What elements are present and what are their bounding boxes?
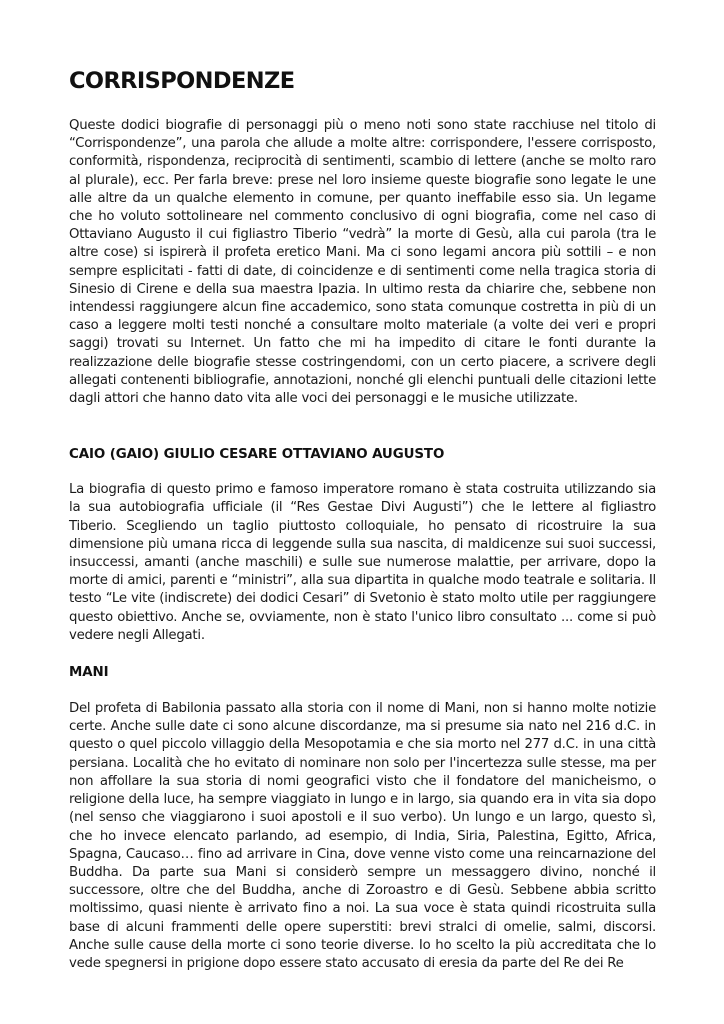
intro-paragraph: Queste dodici biografie di personaggi più o meno noti sono state racchiuse nel titolo di “Corrispondenze”, una parola che allude a molte altre: corrispondere, l'essere corrisposto, conformità, rispondenza, reciprocità di sentimenti, scambio di lettere (anche se molto raro al plurale), ecc. Per farla breve: prese nel loro insieme queste biografie sono legate le une alle altre da un qualche elemento in comune, per quanto ineffabile esso sia. Un legame che ho voluto sottolineare nel commento conclusivo di ogni biografia, come nel caso di Ottaviano Augusto il cui figliastro Tiberio “vedrà” la morte di Gesù, alla cui parola (tra le altre cose) si ispirerà il profeta eretico Mani. Ma ci sono legami ancora più sottili – e non sempre esplicitati - fatti di date, di coincidenze e di sentimenti come nella tragica storia di Sinesio di Cirene e della sua maestra Ipazia. In ultimo resta da chiarire che, sebbene non intendessi raggiungere alcun fine accademico, sono stata comunque costretta in più di un caso a leggere molti testi nonché a consultare molto materiale (a volte dei veri e propri saggi) trovati su Internet. Un fatto che mi ha impedito di citare le fonti durante la realizzazione delle biografie stesse costringendomi, con un certo piacere, a scrivere degli allegati contenenti bibliografie, annotazioni, nonché gli elenchi puntuali delle citazioni lette dagli attori che hanno dato vita alle voci dei personaggi e le musiche utilizzate. bbox=[69, 118, 656, 407]
document-page bbox=[69, 66, 656, 973]
section-heading-augusto: CAIO (GAIO) GIULIO CESARE OTTAVIANO AUGUSTO bbox=[69, 447, 445, 463]
section-text-mani: Del profeta di Babilonia passato alla storia con il nome di Mani, non si hanno molte notizie certe. Anche sulle date ci sono alcune discordanze, ma si presume sia nato nel 216 d.C. in questo o quel piccolo villaggio della Mesopotamia e che sia morto nel 277 d.C. in una città persiana. Località che ho evitato di nominare non solo per l'incertezza sulle stesse, ma per non affollare la sua storia di nomi geografici visto che il fondatore del manicheismo, o religione della luce, ha sempre viaggiato in lungo e in largo, sia quando era in vita sia dopo (nel senso che viaggiarono i suoi apostoli e il suo verbo). Un lungo e un largo, questo sì, che ho invece elencato parlando, ad esempio, di India, Siria, Palestina, Egitto, Africa, Spagna, Caucaso… fino ad arrivare in Cina, dove venne visto come una reincarnazione del Buddha. Da parte sua Mani si considerò sempre un messaggero divino, nonché il successore, oltre che del Buddha, anche di Zoroastro e di Gesù. Sebbene abbia scritto moltissimo, quasi niente è arrivato fino a noi. La sua voce è stata quindi ricostruita sulla base di alcuni frammenti delle opere superstiti: brevi stralci di omelie, salmi, discorsi. Anche sulle cause della morte ci sono teorie diverse. Io ho scelto la più accreditata che lo vede spegnersi in prigione dopo essere stato accusato di eresia da parte del Re dei Re bbox=[69, 701, 656, 971]
section-heading-mani: MANI bbox=[69, 665, 109, 681]
section-text-augusto: La biografia di questo primo e famoso imperatore romano è stata costruita utilizzando sia la sua autobiografia ufficiale (il “Res Gestae Divi Augusti”) che le lettere al figliastro Tiberio. Scegliendo un taglio piuttosto colloquiale, ho pensato di ricostruire la sua dimensione più umana ricca di leggende sulla sua nascita, di maldicenze sui suoi successi, insuccessi, amanti (anche maschili) e sulle sue numerose malattie, per arrivare, dopo la morte di amici, parenti e “ministri”, alla sua dipartita in qualche modo teatrale e solitaria. Il testo “Le vite (indiscrete) dei dodici Cesari” di Svetonio è stato molto utile per raggiungere questo obiettivo. Anche se, ovviamente, non è stato l'unico libro consultato ... come si può vedere negli Allegati. bbox=[69, 482, 656, 643]
document-title: CORRISPONDENZE bbox=[69, 68, 295, 94]
